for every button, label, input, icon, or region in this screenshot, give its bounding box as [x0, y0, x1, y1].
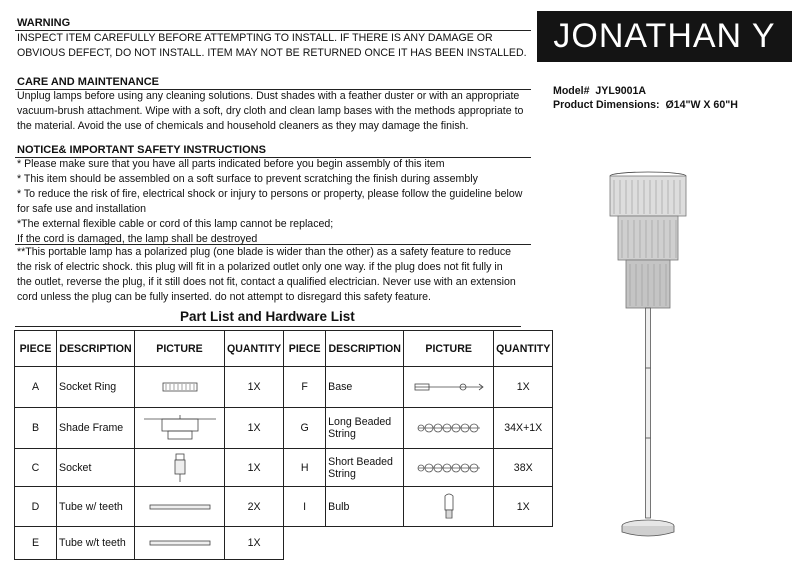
table-header-row [15, 331, 553, 367]
description-cell: Tube w/t teeth [57, 527, 135, 560]
col-header: QUANTITY [494, 331, 553, 367]
quantity-cell: 1X [225, 449, 284, 487]
base-icon [411, 381, 487, 393]
picture-cell [135, 487, 225, 527]
picture-cell [135, 367, 225, 408]
col-header: PIECE [15, 331, 57, 367]
col-header: PICTURE [404, 331, 494, 367]
piece-cell: A [15, 367, 57, 408]
quantity-cell: 1X [225, 527, 284, 560]
quantity-cell: 34X+1X [494, 408, 553, 449]
brand-logo: JONATHAN Y [537, 11, 792, 62]
description-cell: Socket Ring [57, 367, 135, 408]
piece-cell: I [284, 487, 326, 527]
table-row [15, 527, 553, 560]
piece-cell: C [15, 449, 57, 487]
tube-icon [149, 503, 211, 511]
description-cell: Socket [57, 449, 135, 487]
piece-cell: F [284, 367, 326, 408]
description-cell: Bulb [326, 487, 404, 527]
safety-heading: NOTICE& IMPORTANT SAFETY INSTRUCTIONS [17, 144, 266, 156]
care-text: Unplug lamps before using any cleaning solutions. Dust shades with a feather duster or with an appropriate vacuum-brush attachment. Wipe with a soft, dry cloth and clean lamp bases with the methods appropriate to the material. Avoid the use of chemicals and household cleaners as they may damage the finish. [17, 90, 524, 132]
description-cell: Short Beaded String [326, 449, 404, 487]
beaded-string-icon [416, 461, 482, 475]
piece-cell: E [15, 527, 57, 560]
table-row [15, 367, 553, 408]
quantity-cell: 1X [494, 487, 553, 527]
plug-safety-text: **This portable lamp has a polarized plug (one blade is wider than the other) as a safety feature to reduce the risk of electric shock. this plug will fit in a polarized outlet only one way. if the plug does not fit fully in the outlet, reverse the plug, if it still does not fit, contact a qualified electrician. Never use with an extension cord unless the plug can be fully inserted. do not attempt to disregard this safety feature. [17, 246, 516, 303]
product-dimensions: Product Dimensions: Ø14"W X 60"H [553, 99, 738, 111]
table-row [15, 408, 553, 449]
col-header: DESCRIPTION [326, 331, 404, 367]
col-header: QUANTITY [225, 331, 284, 367]
quantity-cell: 38X [494, 449, 553, 487]
quantity-cell: 1X [225, 408, 284, 449]
col-header: DESCRIPTION [57, 331, 135, 367]
col-header: PICTURE [135, 331, 225, 367]
piece-cell: B [15, 408, 57, 449]
model-number: Model# JYL9001A [553, 85, 647, 97]
table-row [15, 449, 553, 487]
col-header: PIECE [284, 331, 326, 367]
quantity-cell: 1X [494, 367, 553, 408]
description-cell: Long Beaded String [326, 408, 404, 449]
table-row [15, 487, 553, 527]
picture-cell [404, 449, 494, 487]
beaded-string-icon [416, 421, 482, 435]
description-cell: Tube w/ teeth [57, 487, 135, 527]
bulb-icon [441, 492, 457, 522]
parts-title: Part List and Hardware List [180, 309, 355, 324]
floor-lamp-illustration [598, 168, 698, 553]
picture-cell [404, 487, 494, 527]
safety-text: * Please make sure that you have all parts indicated before you begin assembly of this item * This item should be assembled on a soft surface to prevent scratching the finish during assembly * To reduce the risk of fire, electrical shock or injury to persons or property, please follow the guideline below for safe use and installation *The external flexible cable or cord of this lamp cannot be replaced; If the cord is damaged, the lamp shall be destroyed [17, 158, 523, 245]
piece-cell: D [15, 487, 57, 527]
tube-icon [149, 539, 211, 547]
picture-cell [404, 367, 494, 408]
socket-ring-icon [162, 381, 198, 393]
quantity-cell: 2X [225, 487, 284, 527]
divider [15, 326, 521, 327]
socket-icon [172, 452, 188, 484]
picture-cell [135, 527, 225, 560]
piece-cell: G [284, 408, 326, 449]
description-cell: Base [326, 367, 404, 408]
shade-frame-icon [142, 413, 218, 443]
picture-cell [135, 449, 225, 487]
warning-text: INSPECT ITEM CAREFULLY BEFORE ATTEMPTING TO INSTALL. IF THERE IS ANY DAMAGE OR OBVIOUS DEFECT, DO NOT INSTALL. ITEM MAY NOT BE RETURNED ONCE IT HAS BEEN INSTALLED. [17, 32, 527, 59]
piece-cell: H [284, 449, 326, 487]
quantity-cell: 1X [225, 367, 284, 408]
parts-table [14, 330, 553, 560]
picture-cell [135, 408, 225, 449]
care-heading: CARE AND MAINTENANCE [17, 76, 159, 88]
picture-cell [404, 408, 494, 449]
warning-heading: WARNING [17, 17, 71, 29]
description-cell: Shade Frame [57, 408, 135, 449]
